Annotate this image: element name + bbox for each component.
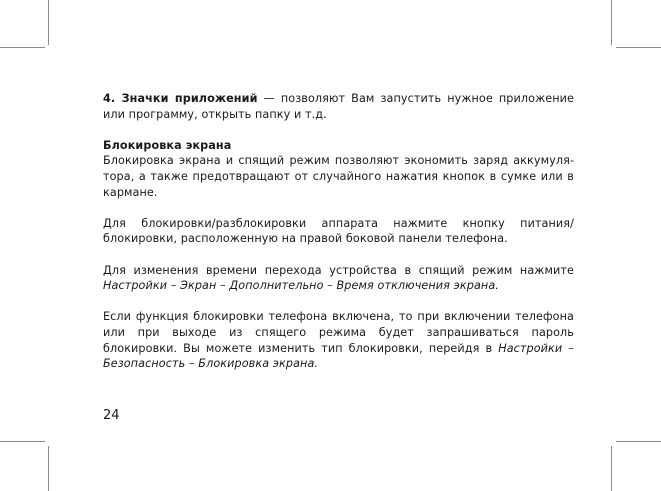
page-body [103,91,574,372]
settings-path: Настройки – Безопасность – Блокировка экрана. [103,341,575,371]
paragraph-lock-intro: Блокировка экрана и спящий режим позволяют экономить заряд аккумулятора, а также предотвращают от случайного нажатия кнопок в сумке или в кармане. [103,154,574,199]
crop-mark [611,446,612,491]
crop-mark [48,0,49,45]
settings-path: Настройки – Экран – Дополнительно – Время отключения экрана. [103,279,499,293]
paragraph-lock-password: Если функция блокировки телефона включена, то при включении телефона или при выходе из спящего режима будет запрашиваться пароль блокировки. Вы можете изменить тип блокировки, перейдя в Настройки – Безопасность – Блокировка экрана. [103,310,575,371]
crop-mark [611,0,612,45]
paragraph-app-icons: 4. Значки приложений — позволяют Вам запустить нужное приложение или программу, открыть папку и т.д. [103,92,575,121]
paragraph-lock-button: Для блокировки/разблокировки аппарата нажмите кнопку питания/блокировки, расположенную на правой боковой панели телефона. [103,216,574,246]
section-heading: Блокировка экрана [103,138,232,152]
crop-mark [48,446,49,491]
crop-mark [0,441,45,442]
crop-mark [616,47,661,48]
paragraph-sleep-time: Для изменения времени перехода устройства в спящий режим нажмите Настройки – Экран – Дополнительно – Время отключения экрана. [103,263,574,293]
page-number: 24 [103,408,120,423]
crop-mark [616,441,661,442]
item-title: 4. Значки приложений [103,92,258,105]
crop-mark [0,47,45,48]
